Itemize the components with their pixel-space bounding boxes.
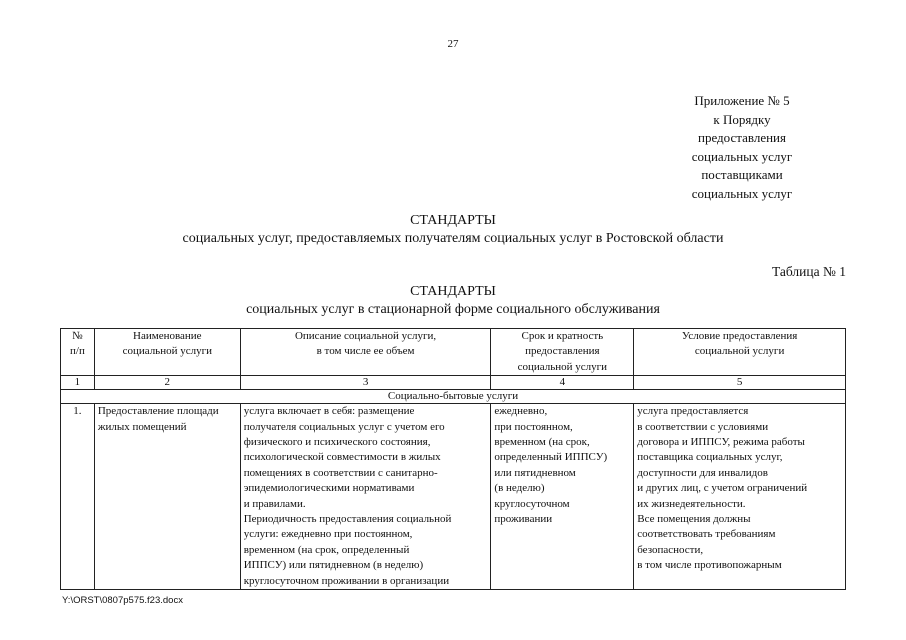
page-number: 27 — [447, 38, 459, 50]
appendix-line: социальных услуг — [691, 148, 793, 164]
appendix-line: к Порядку — [713, 111, 771, 127]
column-number: 4 — [491, 376, 634, 390]
table-label: Таблица № 1 — [772, 264, 846, 279]
appendix-line: предоставления — [698, 130, 786, 145]
appendix-line: поставщиками — [701, 167, 783, 182]
appendix-line: Приложение № 5 — [694, 93, 790, 108]
header-cell-number: № п/п — [61, 329, 95, 376]
service-description: услуга включает в себя: размещение получателя социальных услуг с учетом его физического и психического состояния, психологической совместимости в жилых помещениях в соответствии с санитарно- эпидемиологическими нормативами и правилами. Периодичность предоставления социальной услуги: ежедневно при постоянном, временном (на срок, определенный ИППСУ) или пятидневном (в неделю) круглосуточном проживании в организации — [240, 404, 491, 590]
appendix-line: социальных услуг — [691, 185, 793, 201]
service-name: Предоставление площади жилых помещений — [94, 404, 240, 590]
main-title — [0, 212, 906, 248]
service-term: ежедневно, при постоянном, временном (на срок, определенный ИППСУ) или пятидневном (в неделю) круглосуточном проживании — [491, 404, 634, 590]
column-number: 2 — [94, 376, 240, 390]
header-cell-description: Описание социальной услуги, в том числе ее объем — [240, 329, 491, 376]
table-title-subtitle: социальных услуг в стационарной форме социального обслуживания — [246, 302, 660, 317]
main-title-heading: СТАНДАРТЫ — [410, 213, 496, 228]
header-cell-term: Срок и кратность предоставления социальной услуги — [491, 329, 634, 376]
column-number: 3 — [240, 376, 491, 390]
standards-table — [60, 328, 846, 590]
column-number-row — [61, 376, 846, 390]
table-header-row — [61, 329, 846, 376]
row-number: 1. — [61, 404, 95, 590]
table-title-heading: СТАНДАРТЫ — [410, 284, 496, 299]
table-title — [0, 283, 906, 319]
header-cell-condition: Условие предоставления социальной услуги — [634, 329, 846, 376]
appendix-note — [662, 92, 822, 203]
section-title: Социально-бытовые услуги — [61, 390, 846, 404]
column-number: 5 — [634, 376, 846, 390]
service-condition: услуга предоставляется в соответствии с условиями договора и ИППСУ, режима работы поставщика социальных услуг, доступности для инвалидов и других лиц, с учетом ограничений их жизнедеятельности. Все помещения должны соответствовать требованиям безопасности, в том числе противопожарным — [634, 404, 846, 590]
table-row — [61, 404, 846, 590]
file-path-footer: Y:\ORST\0807p575.f23.docx — [62, 595, 183, 606]
section-row — [61, 390, 846, 404]
column-number: 1 — [61, 376, 95, 390]
header-cell-name: Наименование социальной услуги — [94, 329, 240, 376]
main-title-subtitle: социальных услуг, предоставляемых получателям социальных услуг в Ростовской области — [182, 231, 724, 246]
